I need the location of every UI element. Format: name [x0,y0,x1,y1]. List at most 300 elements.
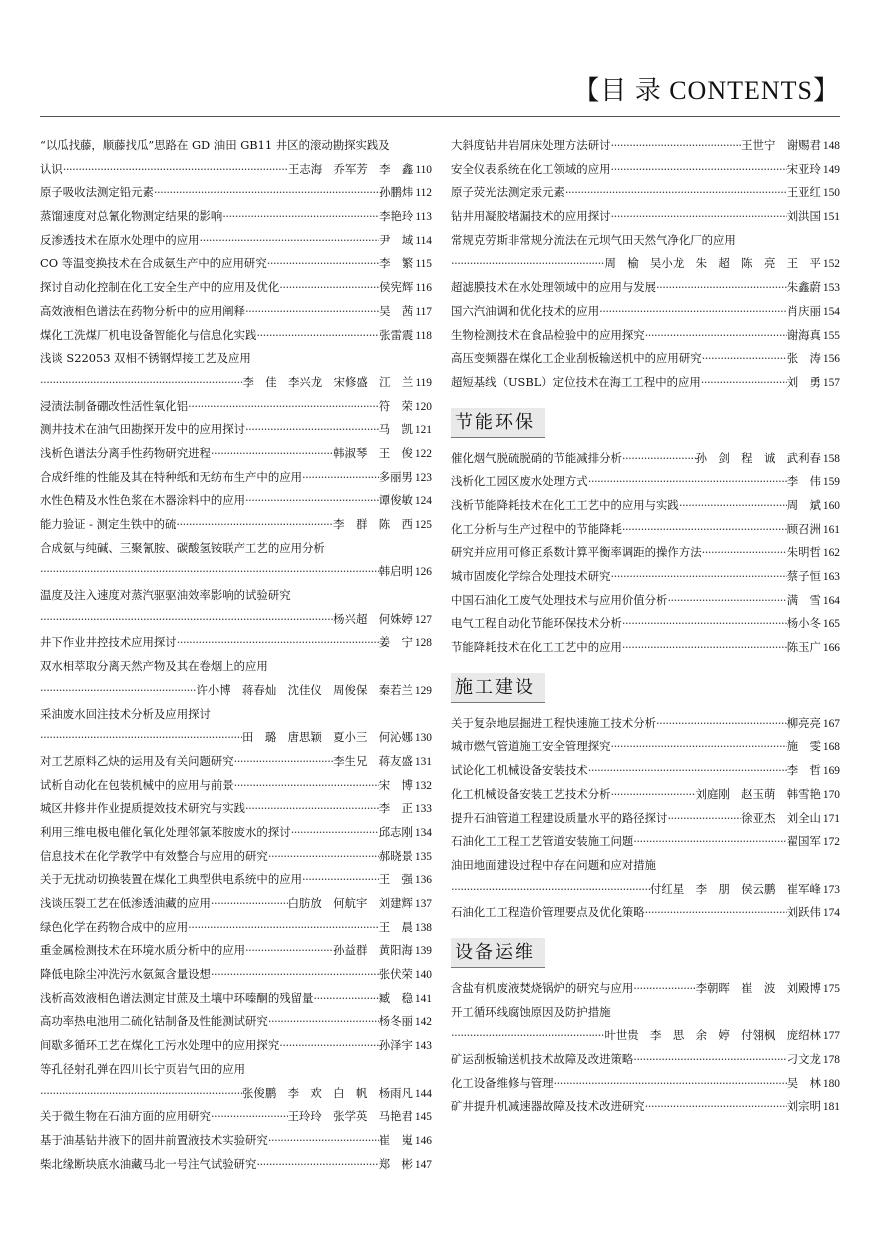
toc-entry[interactable] [40,489,432,513]
toc-entry[interactable] [451,612,840,636]
toc-entry-authors: 韩启明 [378,564,413,579]
toc-entry[interactable] [451,494,840,518]
section-heading [451,673,840,703]
toc-entry-title: 石油化工工程工艺管道安装施工问题 [451,834,634,849]
toc-entry[interactable] [40,466,432,490]
toc-entry-authors: 朱鑫蔚 [786,280,821,295]
toc-entry-authors: 崔 嵬 [378,1132,413,1147]
toc-entry-page: 181 [822,1101,840,1114]
leader-dots [565,181,787,205]
toc-entry-page: 146 [414,1134,432,1147]
toc-entry[interactable] [40,442,432,466]
toc-entry[interactable] [40,679,432,703]
toc-entry-page: 131 [414,755,432,768]
toc-entry[interactable] [451,447,840,471]
toc-entry-title: 测井技术在油气田勘探开发中的应用探讨 [40,422,246,437]
toc-entry[interactable] [40,845,432,869]
toc-entry[interactable] [451,712,840,736]
toc-entry[interactable] [40,1105,432,1129]
toc-entry-title: 利用三维电极电催化氧化处理邻氯苯胺废水的探讨 [40,824,291,839]
toc-entry-authors: 谢海真 [786,327,821,342]
leader-dots [622,612,787,636]
toc-entry[interactable] [40,750,432,774]
leader-dots [188,395,379,419]
toc-entry[interactable] [40,726,432,750]
toc-entry[interactable] [40,276,432,300]
toc-entry-title: 国六汽油调和优化技术的应用 [451,303,600,318]
toc-entry-page: 115 [415,258,432,271]
leader-dots [211,1105,288,1129]
leader-dots [610,134,741,158]
toc-entry-authors: 王亚红 [786,185,821,200]
toc-entry-authors: 蔡子恒 [786,569,821,583]
leader-dots [702,541,787,565]
leader-dots [302,466,379,490]
toc-entry-authors: 朱明哲 [786,545,821,560]
toc-entry[interactable] [451,541,840,565]
toc-entry-authors: 李 繁 [379,256,414,271]
toc-entry[interactable] [451,324,840,348]
section-title: 设备运维 [451,938,545,968]
toc-entry[interactable] [451,181,840,205]
toc-entry-title: 关于复杂地层掘进工程快速施工技术分析 [451,715,657,730]
toc-entry[interactable] [40,371,432,395]
toc-entry-title: 安全仪表系统在化工领域的应用 [451,161,611,176]
leader-dots [610,158,786,182]
toc-entry[interactable] [40,1082,432,1106]
toc-entry-authors: 李 群 陈 西 [333,517,413,531]
toc-entry-title-line[interactable]: 温度及注入速度对蒸汽驱驱油效率影响的试验研究 [40,588,291,603]
toc-entry-authors: 刘宗明 [786,1099,821,1114]
toc-entry-page: 144 [414,1087,432,1100]
toc-entry-title: 浅析色谱法分离手性药物研究进程 [40,445,211,460]
toc-entry[interactable] [40,252,432,276]
leader-dots [610,205,786,229]
leader-dots [451,878,650,902]
toc-entry-page: 119 [415,376,432,389]
toc-entry-authors: 王 强 [378,872,413,887]
toc-entry[interactable] [451,589,840,613]
leader-dots [656,276,787,300]
leader-dots [667,589,786,613]
toc-entry-title: 石油化工工程造价管理要点及优化策略 [451,905,645,920]
leader-dots [177,631,379,655]
toc-entry-page: 142 [414,1016,432,1029]
toc-entry-page: 127 [414,613,432,626]
toc-entry-page: 137 [414,898,432,910]
toc-entry-title: 间歇多循环工艺在煤化工污水处理中的应用探究 [40,1038,280,1053]
toc-entry-authors: 顾召洲 [786,521,821,536]
leader-dots [599,300,787,324]
toc-entry-title: 电气工程自动化节能环保技术分析 [451,616,622,631]
toc-entry[interactable] [40,324,432,348]
toc-entry-authors: 李艳玲 [379,209,414,224]
toc-entry[interactable] [451,735,840,759]
toc-entry-authors: 李朝晖 崔 波 刘殿博 [695,980,821,995]
leader-dots [610,735,786,759]
toc-entry-authors: 吴 茜 [379,303,414,318]
toc-entry[interactable] [40,1010,432,1034]
toc-entry[interactable] [40,939,432,963]
leader-dots [245,418,379,442]
toc-entry[interactable] [40,181,432,205]
toc-entry[interactable] [40,916,432,940]
toc-entry-page: 140 [414,969,432,982]
toc-entry[interactable] [40,1034,432,1058]
toc-entry[interactable] [40,774,432,798]
toc-entry[interactable] [40,560,432,584]
toc-entry-authors: 马 凯 [378,422,413,437]
toc-entry-page: 163 [822,571,840,583]
toc-entry-authors: 柳亮亮 [786,715,821,730]
toc-entry[interactable] [451,830,840,854]
toc-entry-page: 173 [822,883,840,896]
toc-entry-page: 134 [414,826,432,839]
toc-entry-title-line[interactable]: 开工循环线腐蚀原因及防护措施 [451,1004,611,1019]
toc-entry-title: CO 等温变换技术在合成氨生产中的应用研究 [40,256,267,271]
toc-entry-page: 174 [822,907,840,920]
toc-entry-title: 降低电除尘冲洗污水氨氮含量设想 [40,967,211,982]
toc-entry-title: 化工设备维修与管理 [451,1075,554,1090]
toc-entry-title: 浅析高效液相色谱法测定甘蔗及土壤中环嗪酮的残留量 [40,990,314,1005]
toc-entry[interactable] [40,868,432,892]
toc-entry[interactable] [451,158,840,182]
toc-entry-title: 城区井修井作业提质提效技术研究与实践 [40,801,246,816]
toc-entry-title-line[interactable]: 油田地面建设过程中存在问题和应对措施 [451,857,657,872]
toc-entry-authors: 施 雯 [786,739,821,754]
toc-entry[interactable] [451,901,840,925]
toc-entry-title: 认识 [40,161,63,176]
toc-entry-authors: 李 正 [378,801,413,816]
toc-entry-title: 关于无扰动切换装置在煤化工典型供电系统中的应用 [40,872,302,887]
toc-entry[interactable] [40,158,432,182]
leader-dots [610,565,786,589]
leader-dots [176,513,333,537]
toc-entry-authors: 吴 林 [786,1075,821,1090]
toc-entry-page: 132 [414,779,432,792]
leader-dots [245,489,379,513]
toc-entry-authors: 肖庆丽 [786,303,821,318]
section-heading [451,938,840,968]
toc-entry-authors: 张 涛 [786,351,821,366]
toc-entry-authors: 周 斌 [786,497,821,512]
toc-entry-authors: 宋 博 [378,777,413,792]
toc-entry-page: 149 [822,163,840,176]
leader-dots [267,252,379,276]
toc-entry-title: 绿色化学在药物合成中的应用 [40,919,189,934]
toc-entry[interactable] [451,783,840,807]
toc-entry-authors: 李生兄 蒋友盛 [333,753,413,768]
toc-entry[interactable] [40,987,432,1011]
toc-entry-title: 生物检测技术在食品检验中的应用探究 [451,327,645,342]
toc-entry-authors: 满 雪 [786,592,821,607]
toc-entry[interactable] [451,134,840,158]
leader-dots [234,774,379,798]
toc-entry-page: 133 [414,803,432,816]
toc-entry-page: 170 [822,788,840,801]
toc-entry-page: 135 [414,850,432,863]
leader-dots [40,1082,242,1106]
toc-entry-page: 110 [415,163,432,176]
toc-entry[interactable] [451,878,840,902]
toc-entry-page: 150 [822,187,840,200]
toc-entry-authors: 谭俊敏 [378,493,413,508]
toc-entry-page: 139 [414,945,432,958]
toc-entry[interactable] [451,1095,840,1119]
toc-entry-authors: 刘跃伟 [786,905,821,920]
toc-entry-title: 合成纤维的性能及其在特种纸和无纺布生产中的应用 [40,469,302,484]
toc-entry-authors: 张雷震 [379,327,414,342]
toc-entry-title: 重金属检测技术在环境水质分析中的应用 [40,943,246,958]
toc-entry-authors: 王世宁 谢赐君 [741,138,821,152]
toc-entry-page: 154 [822,305,840,318]
toc-entry-page: 175 [822,982,840,995]
toc-entry[interactable] [40,608,432,632]
section-title: 施工建设 [451,673,545,703]
leader-dots [554,1072,787,1096]
toc-entry-authors: 李 哲 [786,763,821,778]
leader-dots [211,442,333,466]
leader-dots [279,276,379,300]
toc-entry-page: 118 [415,329,432,342]
leader-dots [40,608,333,632]
toc-entry-page: 141 [414,992,432,1005]
toc-entry-title-line[interactable]: 双水相萃取分离天然产物及其在卷烟上的应用 [40,659,268,674]
toc-entry-title: 反渗透技术在原水处理中的应用 [40,232,200,247]
toc-entry[interactable] [40,418,432,442]
leader-dots [610,783,695,807]
toc-entry-page: 172 [822,836,840,849]
toc-entry-page: 148 [822,140,840,152]
leader-dots [211,963,379,987]
toc-entry-page: 128 [414,637,432,650]
toc-entry-authors: 杨小冬 [786,616,821,631]
toc-entry-title: 浸渍法制备硼改性活性氧化铝 [40,398,189,413]
toc-entry-page: 120 [414,400,432,413]
toc-entry-page: 171 [822,812,840,825]
toc-entry[interactable] [451,518,840,542]
leader-dots [622,447,696,471]
section-heading [451,408,840,438]
toc-entry-title: 化工机械设备安装工艺技术分析 [451,786,611,801]
toc-entry-page: 113 [415,211,432,224]
leader-dots [40,726,242,750]
leader-dots [451,1024,604,1048]
toc-entry-authors: 杨兴超 何姝婷 [333,611,413,626]
toc-entry-authors: 王玲玲 张学英 马艳君 [287,1109,413,1124]
toc-entry-title-line[interactable]: 合成氨与纯碱、三聚氰胺、碳酸氢铵联产工艺的应用分析 [40,540,325,555]
leader-dots [313,987,378,1011]
leader-dots [199,229,379,253]
toc-entry[interactable] [40,300,432,324]
toc-entry[interactable] [451,1024,840,1048]
toc-entry[interactable] [451,347,840,371]
leader-dots [588,470,787,494]
leader-dots [245,939,333,963]
toc-entry-authors: 刘 勇 [786,374,821,389]
leader-dots [268,845,379,869]
toc-entry[interactable] [40,821,432,845]
leader-dots [63,158,288,182]
toc-entry-page: 178 [822,1054,840,1066]
leader-dots [268,1010,379,1034]
toc-entry[interactable] [451,1072,840,1096]
toc-entry[interactable] [40,229,432,253]
leader-dots [268,1129,379,1153]
toc-entry[interactable] [451,371,840,395]
toc-entry[interactable] [451,807,840,831]
toc-entry[interactable] [40,513,432,537]
toc-entry-title: 高压变频器在煤化工企业刮板输送机中的应用研究 [451,351,702,366]
toc-entry-title: 试论化工机械设备安装技术 [451,763,588,778]
toc-entry[interactable] [40,963,432,987]
toc-entry-page: 158 [822,452,840,465]
toc-entry-title: 蒸馏速度对总氰化物测定结果的影响 [40,209,223,224]
toc-entry-title: 对工艺原料乙炔的运用及有关问题研究 [40,753,234,768]
toc-entry[interactable] [451,276,840,300]
leader-dots [645,901,787,925]
toc-entry-title-line[interactable]: 常规克劳斯非常规分流法在元坝气田天然气净化厂的应用 [451,232,736,247]
toc-entry[interactable] [40,631,432,655]
toc-entry[interactable] [40,892,432,916]
toc-entry-page: 129 [414,684,432,697]
toc-entry[interactable] [40,395,432,419]
toc-entry-authors: 付红星 李 朋 侯云鹏 崔军峰 [650,881,821,896]
toc-entry-title: 矿井提升机减速器故障及技术改进研究 [451,1099,645,1114]
toc-entry-authors: 尹 域 [379,232,414,247]
toc-entry-title: 矿运刮板输送机技术故障及改进策略 [451,1052,634,1066]
leader-dots [633,977,695,1001]
toc-entry-page: 153 [822,282,840,295]
leader-dots [656,712,787,736]
toc-entry-page: 126 [414,566,432,579]
toc-entry-authors: 刁文龙 [786,1052,821,1066]
toc-entry-authors: 田 璐 唐思颖 夏小三 何沁娜 [242,730,413,745]
toc-entry[interactable] [40,1129,432,1153]
toc-entry-title: 井下作业井控技术应用探讨 [40,635,177,650]
toc-entry-authors: 宋亚玲 [786,161,821,176]
toc-entry-title-line[interactable]: 浅谈 S22053 双相不锈钢焊接工艺及应用 [40,351,251,366]
toc-entry-title-line[interactable]: 等孔径射孔弹在四川长宁页岩气田的应用 [40,1061,246,1076]
toc-entry-title-line[interactable]: 采油废水回注技术分析及应用探讨 [40,706,211,721]
toc-entry[interactable] [40,205,432,229]
leader-dots [645,324,787,348]
leader-dots [622,518,787,542]
toc-entry[interactable] [40,797,432,821]
toc-entry-title: 试析自动化在包装机械中的应用与前景 [40,777,234,792]
leader-dots [701,371,787,395]
toc-entry-page: 112 [415,187,432,200]
leader-dots [245,300,379,324]
toc-entry-authors: 邱志刚 [378,824,413,839]
toc-entry-page: 166 [822,642,840,655]
toc-entry-page: 180 [822,1077,840,1090]
toc-entry-authors: 陈玉广 [786,640,821,655]
toc-entry-page: 152 [822,258,840,271]
section-title: 节能环保 [451,408,545,438]
toc-entry-authors: 李 伟 [786,474,821,489]
toc-entry-page: 116 [415,282,432,295]
toc-entry[interactable] [451,636,840,660]
leader-dots [279,1034,379,1058]
toc-entry-authors: 孙泽宇 [378,1038,413,1053]
toc-entry-title: 化工分析与生产过程中的节能降耗 [451,521,622,536]
toc-entry-page: 168 [822,741,840,754]
toc-entry-title: 高效液相色谱法在药物分析中的应用阐释 [40,303,246,318]
toc-entry-title: 城市固废化学综合处理技术研究 [451,569,611,583]
toc-entry-authors: 姜 宁 [378,635,413,650]
toc-entry-authors: 张俊鹏 李 欢 白 帆 杨雨凡 [242,1085,413,1100]
toc-entry-title: 能力验证 - 测定生铁中的硫 [40,517,177,531]
toc-entry[interactable] [451,205,840,229]
leader-dots [667,807,741,831]
leader-dots [633,830,786,854]
toc-entry-page: 123 [414,471,432,484]
leader-dots [302,868,379,892]
toc-entry-page: 147 [414,1158,432,1171]
toc-entry[interactable] [451,1048,840,1072]
toc-entry-title: 大斜度钻井岩屑床处理方法研讨 [451,138,611,152]
toc-left-column [40,134,432,1176]
toc-entry-title: 催化烟气脱硫脱硝的节能减排分析 [451,450,622,465]
toc-entry-authors: 侯宪辉 [379,280,414,295]
toc-entry-page: 136 [414,874,432,887]
toc-entry[interactable] [40,1153,432,1177]
toc-entry-title: 关于微生物在石油方面的应用研究 [40,1109,211,1124]
toc-entry-title-line[interactable]: “以瓜找藤，顺藤找瓜”思路在 GD 油田 GB11 井区的滚动勘探实践及 [40,138,390,152]
toc-entry-authors: 多丽男 [378,469,413,484]
leader-dots [211,892,288,916]
toc-entry-page: 164 [822,594,840,607]
toc-entry[interactable] [451,300,840,324]
toc-entry-title: 原子吸收法测定铅元素 [40,185,154,200]
toc-entry-authors: 郝晓景 [378,848,413,863]
toc-entry-authors: 叶世贵 李 思 余 婷 付翎枫 庞绍林 [604,1028,821,1043]
toc-entry[interactable] [451,759,840,783]
toc-entry-title: 高功率热电池用二硫化钴制备及性能测试研究 [40,1014,268,1029]
toc-entry-title: 含盐有机废液焚烧锅炉的研究与应用 [451,980,634,995]
toc-entry-page: 157 [822,376,840,389]
toc-entry-page: 160 [822,499,840,512]
toc-entry-title: 中国石油化工废气处理技术与应用价值分析 [451,592,668,607]
toc-entry-page: 122 [414,447,432,460]
toc-entry[interactable] [451,252,840,276]
toc-entry-page: 143 [414,1040,432,1053]
toc-entry-authors: 周 榆 吴小龙 朱 超 陈 亮 王 平 [604,256,821,271]
toc-entry-title: 节能降耗技术在化工工艺中的应用 [451,640,622,655]
toc-entry-page: 161 [822,523,840,536]
leader-dots [256,1153,378,1177]
toc-entry-authors: 李 佳 李兴龙 宋修盛 江 兰 [242,374,414,389]
toc-entry-page: 159 [822,476,840,489]
toc-entry-title: 浅析节能降耗技术在化工工艺中的应用与实践 [451,497,679,512]
leader-dots [40,371,242,395]
toc-entry-page: 117 [415,305,432,318]
toc-entry-page: 155 [822,329,840,342]
leader-dots [451,252,604,276]
toc-entry-page: 165 [822,618,840,631]
leader-dots [245,797,379,821]
leader-dots [40,560,379,584]
toc-entry-authors: 翟国军 [786,834,821,849]
toc-entry-authors: 张伏荣 [378,967,413,982]
toc-entry-page: 169 [822,765,840,778]
leader-dots [645,1095,787,1119]
toc-entry[interactable] [451,565,840,589]
toc-entry[interactable] [451,977,840,1001]
leader-dots [633,1048,786,1072]
toc-entry[interactable] [451,470,840,494]
